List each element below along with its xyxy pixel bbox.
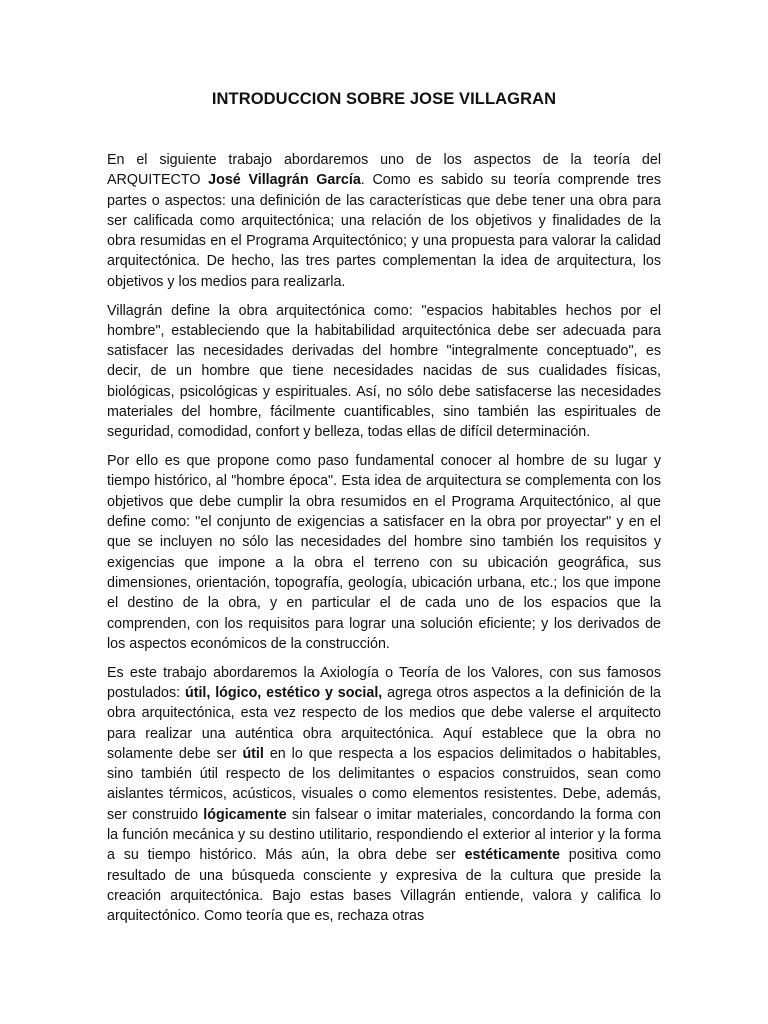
paragraph-1 xyxy=(107,150,661,292)
paragraph-text: Es este trabajo abordaremos la Axiología o Teoría de los Valores, con sus famosos postulados: xyxy=(107,664,661,701)
paragraph-text: agrega otros aspectos a la definición de la obra arquitectónica, esta vez respecto de los medios que debe valerse el arquitecto para realizar una auténtica obra arquitectónica. Aquí establece que la obra no solamente debe ser xyxy=(107,684,661,762)
paragraph-text: sin falsear o imitar materiales, concordando la forma con la función mecánica y su destino utilitario, respondiendo el exterior al interior y la forma a su tiempo histórico. Más aún, la obra debe ser xyxy=(107,806,661,864)
paragraph-text: . Como es sabido su teoría comprende tres partes o aspectos: una definición de las características que debe tener una obra para ser calificada como arquitectónica; una relación de los objetivos y finalidades de la obra resumidas en el Programa Arquitectónico; y una propuesta para valorar la calidad arquitectónica. De hecho, las tres partes complementan la idea de arquitectura, los objetivos y los medios para realizarla. xyxy=(107,172,661,290)
document-body xyxy=(107,150,661,935)
bold-text: útil, lógico, estético y social, xyxy=(184,684,383,701)
bold-text: José Villagrán García xyxy=(208,172,361,189)
paragraph-2 xyxy=(107,301,661,443)
paragraph-4 xyxy=(107,663,661,927)
paragraph-3 xyxy=(107,451,661,654)
bold-text: útil xyxy=(242,745,264,762)
bold-text: estéticamente xyxy=(464,847,560,864)
paragraph-text: positiva como resultado de una búsqueda consciente y expresiva de la cultura que preside la creación arquitectónica. Bajo estas bases Villagrán entiende, valora y califica lo arquitectónico. Como teoría que es, rechaza otras xyxy=(107,847,661,925)
paragraph-text: Por ello es que propone como paso fundamental conocer al hombre de su lugar y tiempo histórico, al "hombre época". Esta idea de arquitectura se complementa con los objetivos que debe cumplir la obra resumidos en el Programa Arquitectónico, al que define como: "el conjunto de exigencias a satisfacer en la obra por proyectar" y en el que se incluyen no sólo las necesidades del hombre sino también los requisitos y exigencias que impone a la obra el terreno con su ubicación geográfica, sus dimensiones, orientación, topografía, geología, ubicación urbana, etc.; los que impone el destino de la obra, y en particular el de cada uno de los espacios que la comprenden, con los requisitos para lograr una solución eficiente; y los derivados de los aspectos económicos de la construcción. xyxy=(107,453,661,652)
paragraph-text: en lo que respecta a los espacios delimitados o habitables, sino también útil respecto de los delimitantes o espacios construidos, sean como aislantes térmicos, acústicos, visuales o como elementos resistentes. Debe, además, ser construido xyxy=(107,745,662,823)
document-title: INTRODUCCION SOBRE JOSE VILLAGRAN xyxy=(211,90,557,108)
bold-text: lógicamente xyxy=(203,806,287,823)
paragraph-text: En el siguiente trabajo abordaremos uno de los aspectos de la teoría del ARQUITECTO xyxy=(107,152,661,189)
paragraph-text: Villagrán define la obra arquitectónica como: "espacios habitables hechos por el hombre", estableciendo que la habitabilidad arquitectónica debe ser adecuada para satisfacer las necesidades derivadas del hombre "integralmente conceptuado", es decir, de un hombre que tiene necesidades nacidas de sus cualidades físicas, biológicas, psicológicas y espirituales. Así, no sólo debe satisfacerse las necesidades materiales del hombre, fácilmente cuantificables, sino también las espirituales de seguridad, comodidad, confort y belleza, todas ellas de difícil determinación. xyxy=(107,302,661,441)
